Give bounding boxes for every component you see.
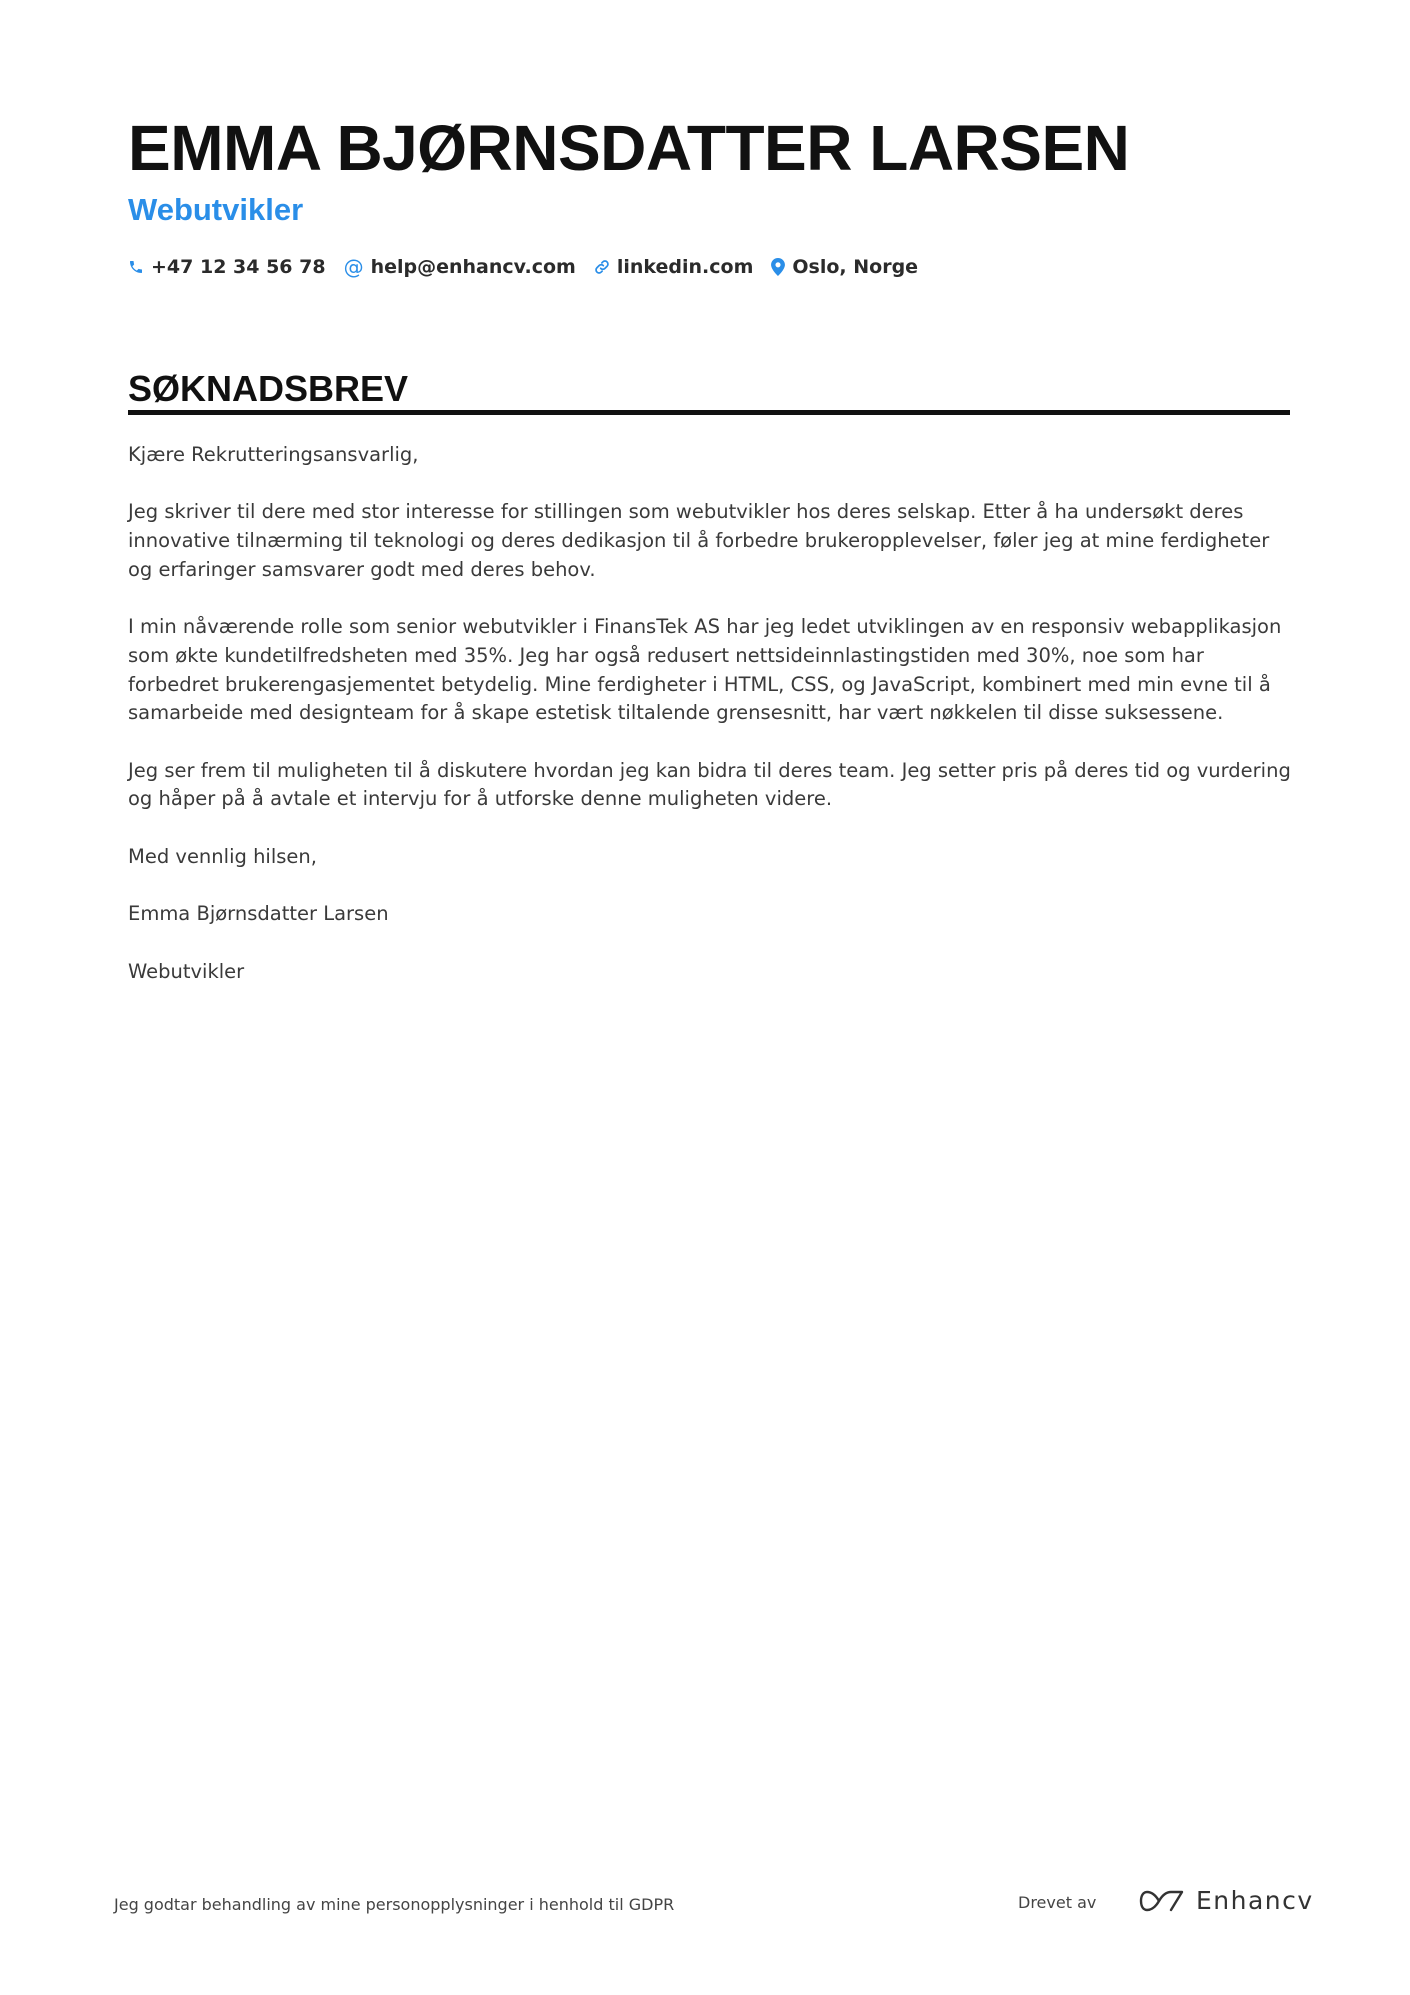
signature-name: Emma Bjørnsdatter Larsen: [128, 902, 389, 926]
contact-location: [771, 252, 918, 282]
phone-icon: [128, 259, 144, 275]
linkedin-text: linkedin.com: [616, 256, 754, 278]
enhancv-brand[interactable]: [1138, 1886, 1314, 1916]
enhancv-logo-icon: [1138, 1888, 1186, 1914]
paragraph-intro: Jeg skriver til dere med stor interesse for stillingen som webutvikler hos deres selskap. Etter å ha undersøkt deres innovative tilnærming til teknologi og deres dedikasjon til å forbedre brukeropplevelser, føler jeg at mine ferdigheter og erfaringer samsvarer godt med deres behov.: [128, 500, 1270, 581]
closing: Med vennlig hilsen,: [128, 844, 317, 868]
applicant-name: EMMA BJØRNSDATTER LARSEN: [128, 112, 1130, 184]
contact-phone[interactable]: [128, 252, 326, 282]
paragraph-experience: I min nåværende rolle som senior webutvikler i FinansTek AS har jeg ledet utviklingen av en responsiv webapplikasjon som økte kundetilfredsheten med 35%. Jeg har også redusert nettsideinnlastingstiden med 30%, noe som har forbedret brukerengasjementet betydelig. Mine ferdigheter i HTML, CSS, og JavaScript, kombinert med min evne til å samarbeide med designteam for å skape estetisk tiltalende grensesnitt, har vært nøkkelen til disse suksessene.: [128, 615, 1282, 725]
link-icon: [594, 259, 610, 275]
gdpr-consent: Jeg godtar behandling av mine personopplysninger i henhold til GDPR: [114, 1895, 675, 1914]
signature-title: Webutvikler: [128, 959, 245, 983]
location-pin-icon: [771, 258, 785, 276]
email-text: help@enhancv.com: [370, 256, 576, 278]
letter-body: [128, 441, 1298, 1015]
contact-linkedin[interactable]: [594, 252, 754, 282]
brand-name: Enhancv: [1196, 1886, 1314, 1915]
contact-bar: [128, 252, 918, 282]
phone-text: +47 12 34 56 78: [151, 256, 326, 278]
section-heading: SØKNADSBREV: [128, 368, 409, 409]
applicant-title: Webutvikler: [128, 192, 304, 227]
at-icon: @: [343, 255, 364, 279]
contact-email[interactable]: [344, 252, 576, 282]
paragraph-closing: Jeg ser frem til muligheten til å diskutere hvordan jeg kan bidra til deres team. Jeg setter pris på deres tid og vurdering og håper på å avtale et intervju for å utforske denne muligheten videre.: [128, 758, 1291, 811]
location-text: Oslo, Norge: [792, 256, 919, 278]
section-divider: [128, 410, 1290, 415]
greeting: Kjære Rekrutteringsansvarlig,: [128, 443, 419, 466]
powered-by: Drevet av: [1018, 1893, 1097, 1912]
